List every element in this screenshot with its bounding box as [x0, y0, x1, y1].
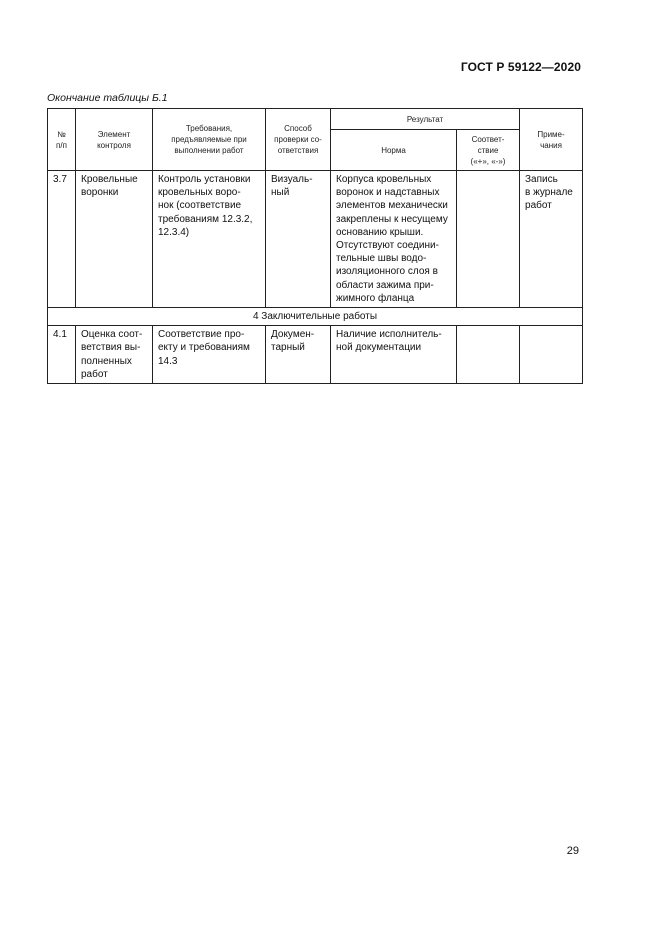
header-notes: Приме- чания	[520, 109, 583, 171]
header-element: Элемент контроля	[76, 109, 153, 171]
header-method: Способ проверки со- ответствия	[266, 109, 331, 171]
page-number: 29	[566, 845, 579, 857]
cell-notes: Запись в журнале работ	[520, 171, 583, 308]
cell-requirements: Контроль установки кровельных воро- нок (соответствие требованиям 12.3.2, 12.3.4)	[153, 171, 266, 308]
cell-num: 3.7	[48, 171, 76, 308]
table-row	[48, 326, 583, 384]
cell-norm: Наличие исполнитель- ной документации	[331, 326, 457, 384]
table-caption: Окончание таблицы Б.1	[47, 92, 168, 104]
cell-num: 4.1	[48, 326, 76, 384]
cell-method: Докумен- тарный	[266, 326, 331, 384]
cell-notes	[520, 326, 583, 384]
header-requirements: Требования, предъявляемые при выполнении работ	[153, 109, 266, 171]
cell-method: Визуаль- ный	[266, 171, 331, 308]
cell-element: Кровельные воронки	[76, 171, 153, 308]
table-row	[48, 171, 583, 308]
cell-norm: Корпуса кровельных воронок и надставных элементов механически закреплены к несущему основанию крыши. Отсутствуют соедини- тельные швы водо- изоляционного слоя в области зажима при- жимного фланца	[331, 171, 457, 308]
document-id: ГОСТ Р 59122—2020	[460, 60, 581, 74]
header-compliance: Соответ- ствие («+», «-»)	[457, 130, 520, 171]
cell-requirements: Соответствие про- екту и требованиям 14.3	[153, 326, 266, 384]
control-table	[47, 108, 583, 384]
cell-compliance	[457, 326, 520, 384]
header-norm: Норма	[331, 130, 457, 171]
cell-element: Оценка соот- ветствия вы- полненных работ	[76, 326, 153, 384]
header-num: № п/п	[48, 109, 76, 171]
section-title: 4 Заключительные работы	[48, 308, 583, 326]
cell-compliance	[457, 171, 520, 308]
header-result: Результат	[331, 109, 520, 130]
section-row	[48, 308, 583, 326]
